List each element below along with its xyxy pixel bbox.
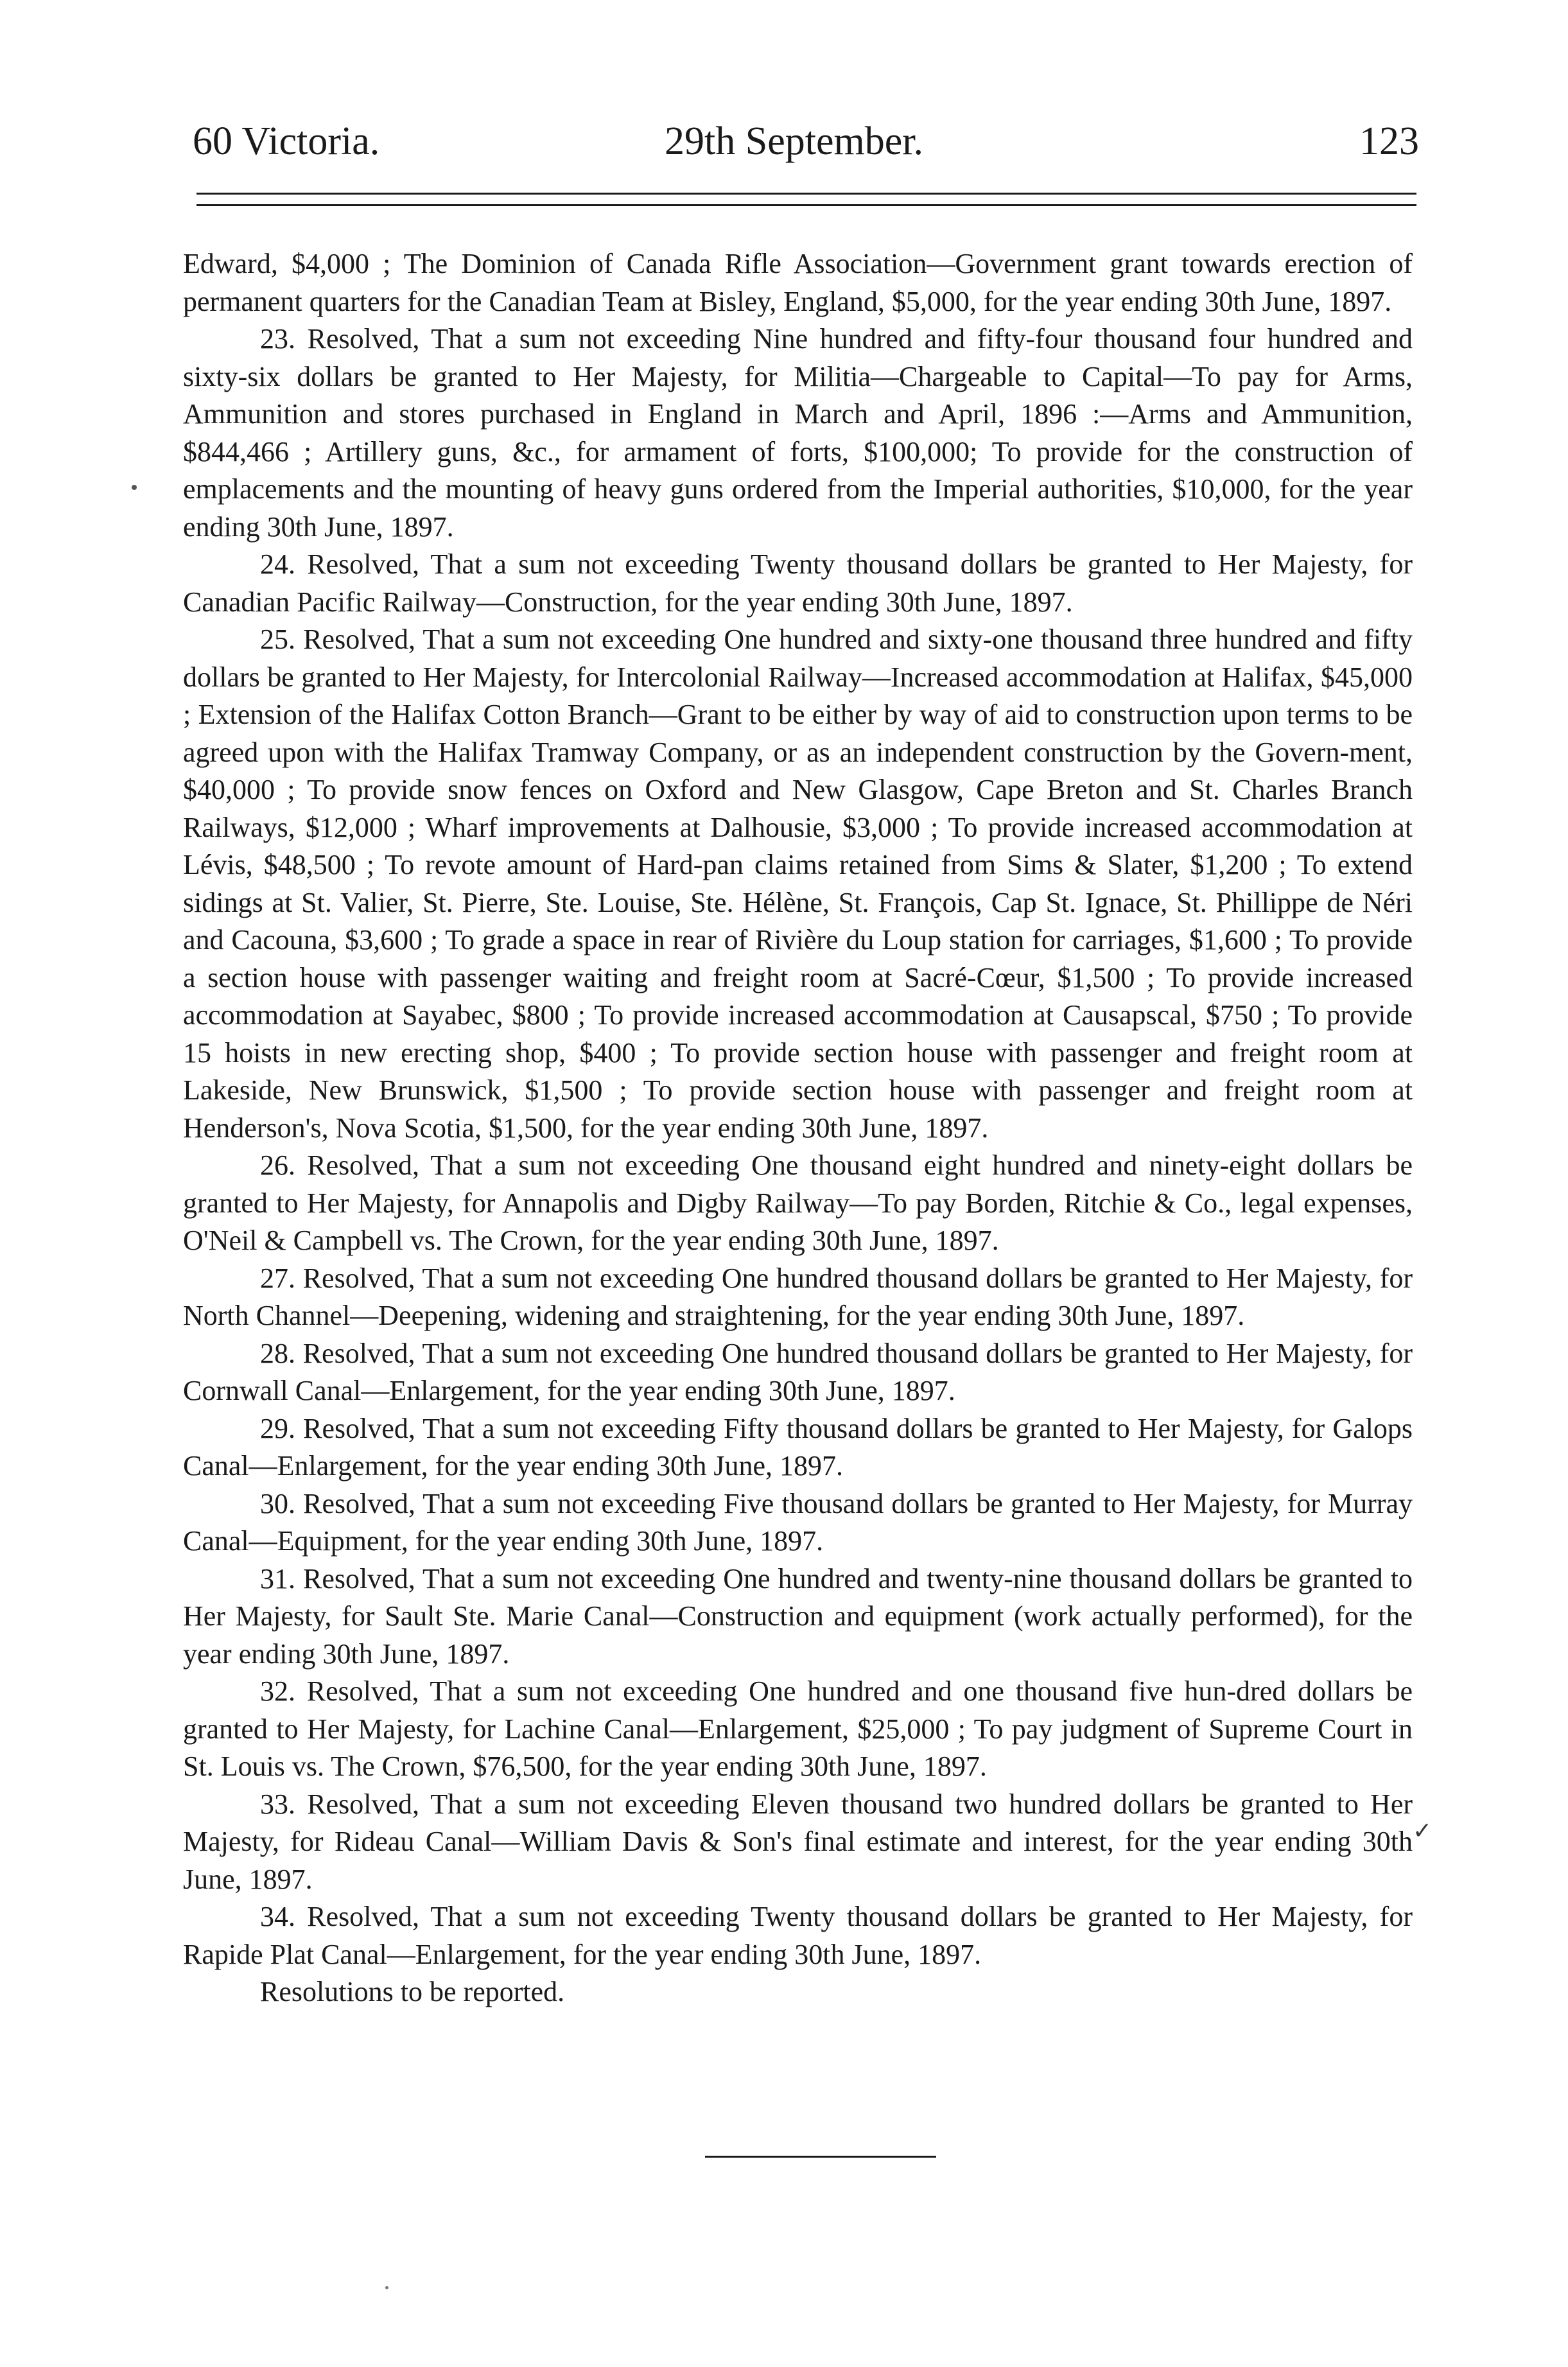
page-number: 123 — [1359, 119, 1419, 163]
resolution-23: 23. Resolved, That a sum not exceeding Nine hundred and fifty-four thousand four hundred and sixty-six dollars be granted to Her Majesty, for Militia—Chargeable to Capital—To pay for Arms, Ammunition and stores purchased in England in March and April, 1896 :—Arms and Ammunition, $844,466 ; Artillery guns, &c., for armament of forts, $100,000; To provide for the construction of emplacements and the mounting of heavy guns ordered from the Imperial authorities, $10,000, for the year ending 30th June, 1897. — [183, 323, 1413, 543]
page-speck — [385, 2286, 388, 2289]
header-regnal-year: 60 Victoria. — [193, 119, 380, 163]
resolution-27: 27. Resolved, That a sum not exceeding One hundred thousand dollars be granted to Her Majesty, for North Channel—Deepening, widening and straightening, for the year ending 30th June, 1897. — [183, 1262, 1413, 1331]
body-text — [183, 245, 1413, 2011]
header-rule-bottom — [196, 204, 1416, 206]
margin-dot — [132, 485, 137, 490]
closing-line: Resolutions to be reported. — [260, 1976, 565, 2007]
running-header — [193, 109, 1419, 173]
resolution-30: 30. Resolved, That a sum not exceeding Five thousand dollars be granted to Her Majesty, for Murray Canal—Equipment, for the year ending 30th June, 1897. — [183, 1487, 1413, 1557]
margin-tick-icon: ✓ — [1413, 1818, 1433, 1844]
header-date: 29th September. — [665, 119, 923, 163]
header-rule-top — [196, 193, 1416, 195]
resolution-24: 24. Resolved, That a sum not exceeding Twenty thousand dollars be granted to Her Majesty, for Canadian Pacific Railway—Construction, for the year ending 30th June, 1897. — [183, 548, 1413, 618]
resolution-29: 29. Resolved, That a sum not exceeding Fifty thousand dollars be granted to Her Majesty, for Galops Canal—Enlargement, for the year ending 30th June, 1897. — [183, 1412, 1413, 1481]
resolution-31: 31. Resolved, That a sum not exceeding One hundred and twenty-nine thousand dollars be granted to Her Majesty, for Sault Ste. Marie Canal—Construction and equipment (work actually performed), for the year ending 30th June, 1897. — [183, 1562, 1413, 1670]
resolution-33: 33. Resolved, That a sum not exceeding Eleven thousand two hundred dollars be granted to Her Majesty, for Rideau Canal—William Davis & Son's final estimate and interest, for the year ending 30th June, 1897. — [183, 1788, 1413, 1895]
resolution-32: 32. Resolved, That a sum not exceeding One hundred and one thousand five hun-dred dollars be granted to Her Majesty, for Lachine Canal—Enlargement, $25,000 ; To pay judgment of Supreme Court in St. Louis vs. The Crown, $76,500, for the year ending 30th June, 1897. — [183, 1675, 1413, 1782]
resolution-34: 34. Resolved, That a sum not exceeding Twenty thousand dollars be granted to Her Majesty, for Rapide Plat Canal—Enlargement, for the year ending 30th June, 1897. — [183, 1901, 1413, 1970]
end-rule — [705, 2156, 936, 2158]
resolution-26: 26. Resolved, That a sum not exceeding One thousand eight hundred and ninety-eight dollars be granted to Her Majesty, for Annapolis and Digby Railway—To pay Borden, Ritchie & Co., legal expenses, O'Neil & Campbell vs. The Crown, for the year ending 30th June, 1897. — [183, 1149, 1413, 1256]
resolution-25: 25. Resolved, That a sum not exceeding One hundred and sixty-one thousand three hundred and fifty dollars be granted to Her Majesty, for Intercolonial Railway—Increased accommodation at Halifax, $45,000 ; Extension of the Halifax Cotton Branch—Grant to be either by way of aid to construction upon terms to be agreed upon with the Halifax Tramway Company, or as an independent construction by the Govern-ment, $40,000 ; To provide snow fences on Oxford and New Glasgow, Cape Breton and St. Charles Branch Railways, $12,000 ; Wharf improvements at Dalhousie, $3,000 ; To provide increased accommodation at Lévis, $48,500 ; To revote amount of Hard-pan claims retained from Sims & Slater, $1,200 ; To extend sidings at St. Valier, St. Pierre, Ste. Louise, Ste. Hélène, St. François, Cap St. Ignace, St. Phillippe de Néri and Cacouna, $3,600 ; To grade a space in rear of Rivière du Loup station for carriages, $1,600 ; To provide a section house with passenger waiting and freight room at Sacré-Cœur, $1,500 ; To provide increased accommodation at Sayabec, $800 ; To provide increased accommodation at Causapscal, $750 ; To provide 15 hoists in new erecting shop, $400 ; To provide section house with passenger and freight room at Lakeside, New Brunswick, $1,500 ; To provide section house with passenger and freight room at Henderson's, Nova Scotia, $1,500, for the year ending 30th June, 1897. — [183, 624, 1413, 1144]
paragraph-continuation: Edward, $4,000 ; The Dominion of Canada Rifle Association—Government grant towards erection of permanent quarters for the Canadian Team at Bisley, England, $5,000, for the year ending 30th June, 1897. — [183, 248, 1413, 317]
resolution-28: 28. Resolved, That a sum not exceeding One hundred thousand dollars be granted to Her Majesty, for Cornwall Canal—Enlargement, for the year ending 30th June, 1897. — [183, 1337, 1413, 1406]
